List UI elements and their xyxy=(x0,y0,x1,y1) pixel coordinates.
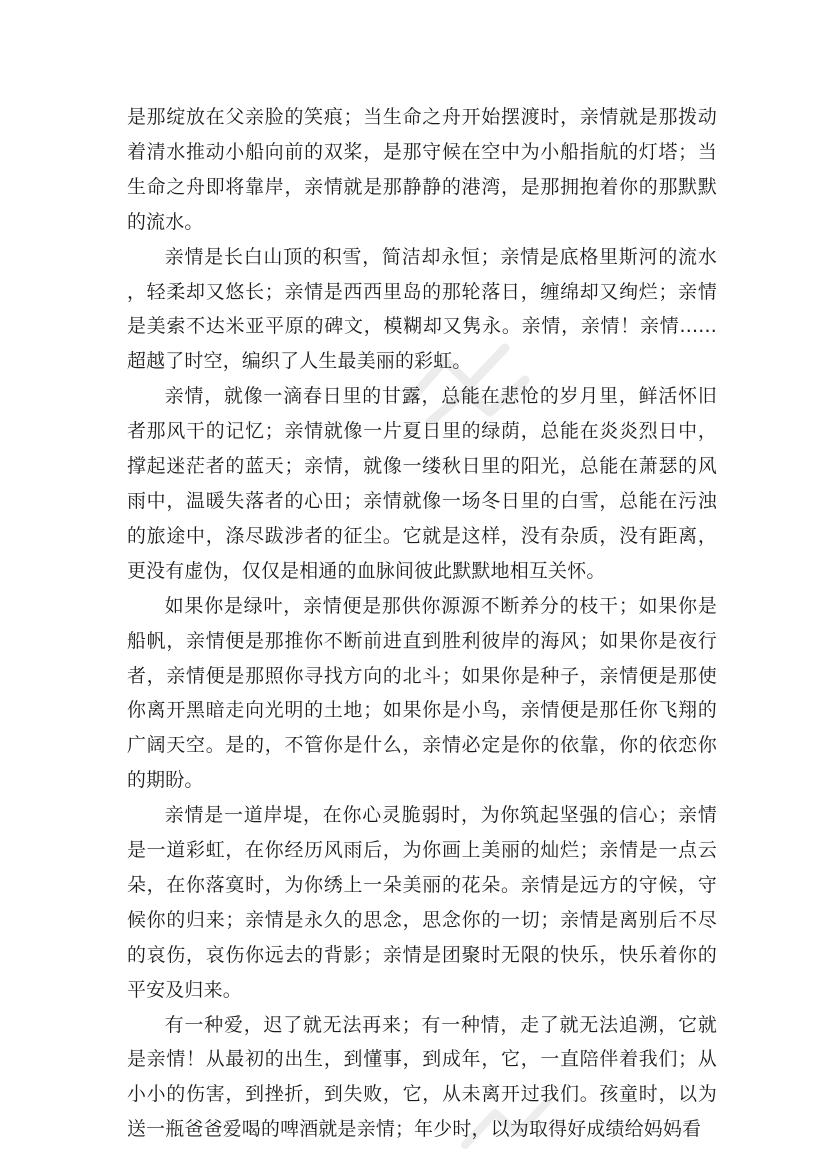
paragraph: 如果你是绿叶，亲情便是那供你源源不断养分的枝干；如果你是船帆，亲情便是那推你不断前进直到胜利彼岸的海风；如果你是夜行者，亲情便是那照你寻找方向的北斗；如果你是种子，亲情便是那使你离开黑暗走向光明的土地；如果你是小鸟，亲情便是那任你飞翔的广阔天空。是的，不管你是什么，亲情必定是你的依靠，你的依恋你的期盼。 xyxy=(127,594,717,792)
paragraph: 亲情，就像一滴春日里的甘露，总能在悲怆的岁月里，鲜活怀旧者那风干的记忆；亲情就像一片夏日里的绿荫，总能在炎炎烈日中，撑起迷茫者的蓝天；亲情，就像一缕秋日里的阳光，总能在萧瑟的风雨中，温暖失落者的心田；亲情就像一场冬日里的白雪，总能在污浊的旅途中，涤尽跋涉者的征尘。它就是这样，没有杂质，没有距离，更没有虚伪，仅仅是相通的血脉间彼此默默地相互关怀。 xyxy=(127,385,717,582)
document-body xyxy=(127,100,717,1147)
paragraph: 有一种爱，迟了就无法再来；有一种情，走了就无法追溯，它就是亲情！从最初的出生，到懂事，到成年，它，一直陪伴着我们；从小小的伤害，到挫折，到失败，它，从未离开过我们。孩童时，以为送一瓶爸爸爱喝的啤酒就是亲情；年少时，以为取得好成绩给妈妈看 xyxy=(127,1013,717,1141)
paragraph: 是那绽放在父亲脸的笑痕；当生命之舟开始摆渡时，亲情就是那拨动着清水推动小船向前的双桨，是那守候在空中为小船指航的灯塔；当生命之舟即将靠岸，亲情就是那静静的港湾，是那拥抱着你的那默默的流水。 xyxy=(127,106,717,233)
paragraph: 亲情是一道岸堤，在你心灵脆弱时，为你筑起坚强的信心；亲情是一道彩虹，在你经历风雨后，为你画上美丽的灿烂；亲情是一点云朵，在你落寞时，为你绣上一朵美丽的花朵。亲情是远方的守候，守候你的归来；亲情是永久的思念，思念你的一切；亲情是离别后不尽的哀伤，哀伤你远去的背影；亲情是团聚时无限的快乐，快乐着你的平安及归来。 xyxy=(127,804,717,1001)
paragraph: 亲情是长白山顶的积雪，简洁却永恒；亲情是底格里斯河的流水，轻柔却又悠长；亲情是西西里岛的那轮落日，缠绵却又绚烂；亲情是美索不达米亚平原的碑文，模糊却又隽永。亲情，亲情！亲情......超越了时空，编织了人生最美丽的彩虹。 xyxy=(127,245,717,373)
